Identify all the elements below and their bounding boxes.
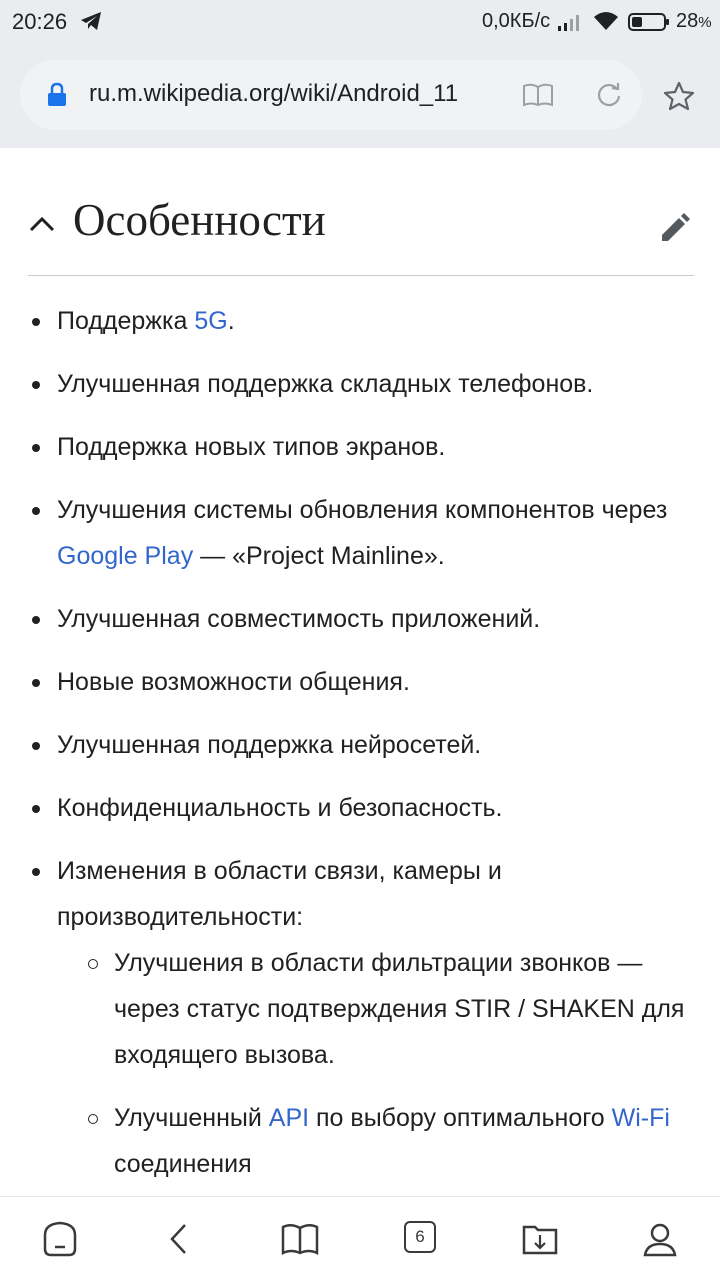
link-google-play[interactable]: Google Play: [57, 542, 194, 570]
battery-icon: [628, 12, 670, 32]
chevron-up-icon[interactable]: [28, 214, 56, 234]
section-header[interactable]: [28, 188, 694, 276]
edit-pencil-icon[interactable]: [658, 210, 692, 244]
bookmark-star-icon[interactable]: [662, 80, 696, 112]
link-wifi[interactable]: Wi-Fi: [611, 1104, 670, 1132]
section-title: Особенности: [73, 195, 326, 245]
article-content: [0, 148, 720, 1196]
home-icon[interactable]: [40, 1219, 80, 1259]
bottom-navigation: [0, 1196, 720, 1280]
lock-icon: [46, 82, 68, 108]
telegram-icon: [80, 11, 102, 31]
status-bar: [0, 0, 720, 44]
reload-icon[interactable]: [595, 80, 623, 108]
status-time: 20:26: [12, 9, 68, 34]
list-item: Улучшенная поддержка складных телефонов.: [28, 361, 698, 407]
reader-mode-icon[interactable]: [522, 82, 554, 108]
address-bar[interactable]: [20, 60, 642, 130]
signal-icon: [556, 12, 584, 32]
sub-list-item: Улучшенный API по выбору оптимального Wi-Fi соединения: [57, 1095, 698, 1187]
wifi-icon: [592, 10, 620, 32]
url-text[interactable]: ru.m.wikipedia.org/wiki/Android_11: [89, 80, 459, 107]
link-api[interactable]: API: [268, 1104, 310, 1132]
features-list: [28, 298, 698, 1196]
list-item: Улучшенная поддержка нейросетей.: [28, 722, 698, 768]
sub-list-item: Улучшения в области фильтрации звонков — через статус подтверждения STIR / SHAKEN для входящего вызова.: [57, 940, 698, 1078]
list-item: Поддержка 5G.: [28, 298, 698, 344]
battery-percent: 28%: [676, 10, 712, 32]
browser-toolbar: [0, 44, 720, 148]
book-icon[interactable]: [280, 1219, 320, 1259]
list-item: Поддержка новых типов экранов.: [28, 424, 698, 470]
list-item: Изменения в области связи, камеры и производительности: Улучшения в области фильтрации звонков — через статус подтверждения STIR / SHAKEN для входящего вызова. Улучшенный API по выбору оптимального Wi-Fi соединения: [28, 848, 698, 1187]
tabs-counter-button[interactable]: 6: [404, 1221, 436, 1253]
downloads-icon[interactable]: [520, 1219, 560, 1259]
list-item: Улучшенная совместимость приложений.: [28, 596, 698, 642]
list-item: Конфиденциальность и безопасность.: [28, 785, 698, 831]
profile-icon[interactable]: [640, 1219, 680, 1259]
network-speed: 0,0КБ/с: [482, 10, 551, 32]
list-item: Новые возможности общения.: [28, 659, 698, 705]
list-item: Улучшения системы обновления компонентов через Google Play — «Project Mainline».: [28, 487, 698, 579]
sub-list: [57, 940, 698, 1187]
link-5g[interactable]: 5G: [194, 307, 228, 335]
back-icon[interactable]: [160, 1219, 200, 1259]
